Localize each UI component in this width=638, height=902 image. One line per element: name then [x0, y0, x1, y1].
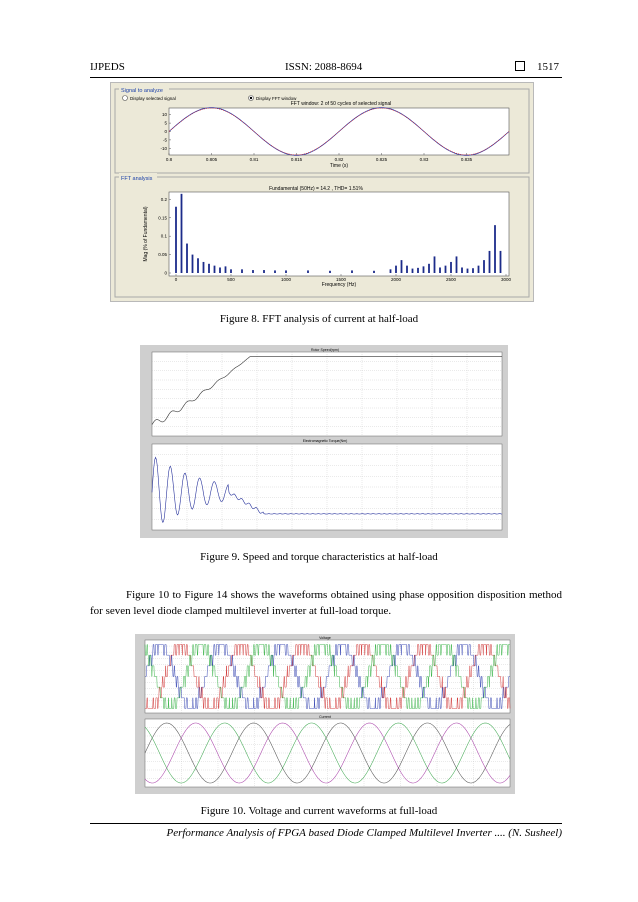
- fft-plot-area: [169, 192, 509, 276]
- frequency-tick-label: 3000: [500, 277, 512, 282]
- fft-bar: [401, 260, 403, 273]
- fft-bar: [445, 266, 447, 273]
- frequency-tick-label: 500: [227, 277, 235, 282]
- fft-bar: [285, 270, 287, 273]
- fft-bar: [186, 244, 188, 273]
- fft-bar: [494, 225, 496, 273]
- time-tick-label: 0.8: [165, 157, 173, 162]
- fft-bar: [219, 267, 221, 273]
- signal-group-label: Signal to analyze: [121, 88, 163, 94]
- fft-bar: [412, 269, 414, 273]
- frequency-tick-label: 1500: [335, 277, 347, 282]
- fft-bar: [241, 269, 243, 273]
- signal-y-tick-label: 0: [164, 129, 167, 134]
- fft-bar: [450, 262, 452, 273]
- fft-window-title: FFT window: 2 of 50 cycles of selected signal: [290, 101, 392, 107]
- frequency-tick-label: 0: [174, 277, 178, 282]
- radio-label-1: Display selected signal: [130, 96, 176, 101]
- page-number: 1517: [537, 61, 559, 73]
- signal-y-tick-label: -5: [162, 137, 167, 143]
- magnitude-tick-label: 0.15: [158, 215, 167, 221]
- fft-bar: [472, 268, 474, 273]
- fft-bar: [478, 266, 480, 273]
- time-tick-label: 0.825: [375, 157, 388, 162]
- figure-9-svg: [140, 345, 508, 538]
- fft-bar: [428, 264, 430, 273]
- fft-bar: [252, 270, 254, 273]
- figure-10: [135, 634, 515, 794]
- fft-bar: [192, 255, 194, 273]
- time-tick-label: 0.81: [249, 157, 259, 162]
- fft-bar: [373, 271, 375, 273]
- figure-8: [110, 82, 534, 302]
- footer-rule: [90, 823, 562, 824]
- fft-bar: [489, 251, 491, 273]
- fft-bar: [274, 270, 276, 273]
- frequency-tick-label: 2500: [445, 277, 457, 282]
- fft-bar: [406, 266, 408, 273]
- fft-bar: [263, 270, 265, 273]
- fft-bar: [351, 270, 353, 273]
- fft-bar: [395, 266, 397, 273]
- fft-bar: [197, 258, 199, 273]
- fft-title: Fundamental (50Hz) = 14.2 , THD= 1.51%: [269, 186, 363, 192]
- signal-y-tick-label: 5: [164, 120, 167, 126]
- frequency-tick-label: 2000: [390, 277, 402, 282]
- issn: ISSN: 2088-8694: [285, 61, 363, 73]
- signal-y-tick-label: 10: [161, 112, 167, 118]
- time-tick-label: 0.83: [419, 157, 429, 162]
- signal-y-tick-label: -10: [160, 145, 167, 151]
- magnitude-tick-label: 0.2: [160, 196, 167, 202]
- body-paragraph-text: Figure 10 to Figure 14 shows the waveforms obtained using phase opposition disposition method for seven level diode clamped multilevel inverter at full-load torque.: [90, 589, 562, 617]
- radio-fft-window-dot: [250, 97, 252, 99]
- fft-bar: [225, 266, 227, 273]
- fft-bar: [500, 251, 502, 273]
- fft-bar: [390, 269, 392, 273]
- fft-group-label: FFT analysis: [121, 176, 153, 182]
- fft-bar: [214, 266, 216, 273]
- footer-text: Performance Analysis of FPGA based Diode Clamped Multilevel Inverter .... (N. Susheel): [166, 827, 562, 839]
- fft-bar: [423, 266, 425, 273]
- fft-bar: [203, 262, 205, 273]
- voltage-title: Voltage: [319, 636, 331, 640]
- radio-label-2: Display FFT window: [256, 96, 297, 101]
- fft-bar: [230, 269, 232, 273]
- page-number-group: [515, 61, 559, 73]
- fft-bar: [467, 269, 469, 273]
- fft-bar: [439, 267, 441, 273]
- body-paragraph: [90, 587, 562, 619]
- torque-title: Electromagnetic Torque(Nm): [302, 439, 348, 443]
- frequency-tick-label: 1000: [280, 277, 292, 282]
- magnitude-tick-label: 0: [164, 270, 167, 276]
- fft-bar: [461, 267, 463, 273]
- fft-bar: [483, 260, 485, 273]
- fft-bar: [181, 194, 183, 273]
- fft-bar: [329, 271, 331, 273]
- checkbox-glyph: [515, 61, 525, 71]
- frequency-axis-label: Frequency (Hz): [321, 282, 357, 288]
- figure-9: [140, 345, 508, 538]
- speed-title: Rotor Speed(rpm): [310, 348, 340, 352]
- current-title: Current: [319, 715, 331, 719]
- time-axis-label: Time (s): [329, 163, 349, 169]
- time-tick-label: 0.835: [460, 157, 473, 162]
- figure-9-caption: Figure 9. Speed and torque characteristics at half-load: [200, 551, 438, 563]
- time-tick-label: 0.805: [205, 157, 218, 162]
- figure-10-svg: [135, 634, 515, 794]
- fft-bar: [417, 268, 419, 273]
- time-tick-label: 0.815: [290, 157, 303, 162]
- header-rule: [90, 77, 562, 78]
- magnitude-tick-label: 0.1: [160, 233, 167, 239]
- fft-bar: [456, 256, 458, 273]
- fft-bar: [307, 270, 309, 273]
- fft-bar: [208, 264, 210, 273]
- fft-bar: [175, 207, 177, 273]
- magnitude-axis-label: Mag (% of Fundamental): [143, 206, 149, 262]
- fft-bar: [434, 256, 436, 273]
- journal-name: IJPEDS: [90, 61, 125, 73]
- magnitude-tick-label: 0.05: [158, 252, 167, 258]
- figure-10-caption: Figure 10. Voltage and current waveforms at full-load: [200, 805, 438, 817]
- figure-8-svg: [111, 83, 533, 301]
- radio-selected-signal[interactable]: [123, 96, 128, 101]
- figure-8-caption: Figure 8. FFT analysis of current at half-load: [219, 313, 419, 325]
- time-tick-label: 0.82: [334, 157, 344, 162]
